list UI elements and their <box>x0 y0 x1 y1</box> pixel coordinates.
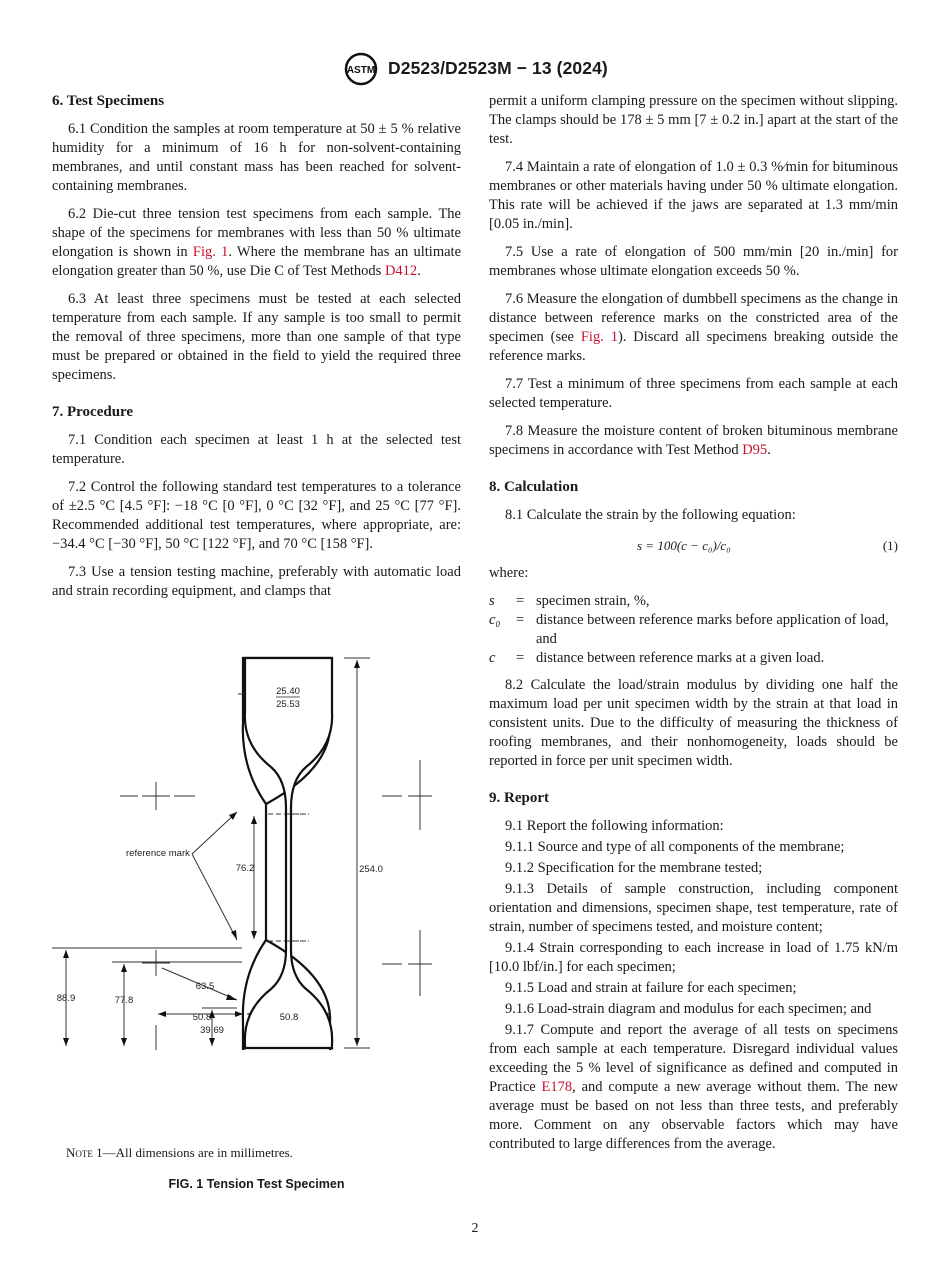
para-9-1-7: 9.1.7 Compute and report the average of all tests on specimens from each sample at each temperature. Disregard individual values exceeding the 5 % level of significance as defined and computed in Practice E178, and compute a new average without them. The new average must be based on not less than three tests, and preferably more. Comment on any observable factors which may have contributed to large differences from the average. <box>489 1022 898 1152</box>
dim-radius: 63.5 <box>195 981 215 992</box>
definition-item: s = specimen strain, %, <box>489 593 650 609</box>
document-id: D2523/D2523M − 13 (2024) <box>388 58 608 78</box>
definition-item: c₀ = distance between reference marks before application of load, and <box>489 612 889 647</box>
para-9-1-6: 9.1.6 Load-strain diagram and modulus for each specimen; and <box>505 1001 872 1017</box>
para-7-3-cont: permit a uniform clamping pressure on the specimen without slipping. The clamps should be 178 ± 5 mm [7 ± 0.2 in.] apart at the start of the test. <box>489 93 898 147</box>
figure-caption: FIG. 1 Tension Test Specimen <box>168 1177 345 1191</box>
astm-logo-icon <box>344 52 378 86</box>
para-9-1-4: 9.1.4 Strain corresponding to each increase in load of 1.75 kN/m [10.0 lbf/in.] for each specimen; <box>489 940 898 975</box>
equation-number: (1) <box>882 538 898 553</box>
para-8-2: 8.2 Calculate the load/strain modulus by dividing one half the maximum load per unit specimen width by the strain at that load in consistent units. Due to the difficulty of measuring the thickness of roofing membranes, and their nonhomogeneity, loads should be reported in force per unit specimen width. <box>489 677 898 769</box>
page-header <box>0 58 950 82</box>
dim-total-length: 254.0 <box>359 864 383 875</box>
para-6-1: 6.1 Condition the samples at room temperature at 50 ± 5 % relative humidity for a minimum of 16 h for non-solvent-containing membranes, and until constant mass has been reached for solvent-containing membranes. <box>52 121 461 194</box>
page-number: 2 <box>471 1221 479 1236</box>
para-6-3: 6.3 At least three specimens must be tested at each selected temperature from each sample. If any sample is too small to permit the removal of three specimens, more than one sample of that type must be prepared or obtained in the field to yield the required three specimens. <box>52 291 461 383</box>
para-7-2: 7.2 Control the following standard test temperatures to a tolerance of ±2.5 °C [4.5 °F]: −18 °C [0 °F], 0 °C [32 °F], and 25 °C [77 °F]. Recommended additional test temperatures, where appropriate, are: −34.4 °C [−30 °F], 50 °C [122 °F], and 70 °C [158 °F]. <box>52 479 461 552</box>
para-9-1: 9.1 Report the following information: <box>505 818 724 834</box>
left-column <box>52 92 461 610</box>
definition-list <box>489 592 898 668</box>
para-6-2: 6.2 Die-cut three tension test specimens from each sample. The shape of the specimens for membranes with less than 50 % ultimate elongation is shown in Fig. 1. Where the membrane has an ultimate elongation greater than 50 %, use Die C of Test Methods D412. <box>52 206 462 279</box>
link-fig-1-b[interactable]: Fig. 1 <box>580 329 618 345</box>
logo-text: ASTM <box>346 65 376 76</box>
section-6-title: 6. Test Specimens <box>52 93 165 109</box>
dim-77-8: 77.8 <box>114 995 134 1006</box>
para-7-7: 7.7 Test a minimum of three specimens from each sample at each selected temperature. <box>489 376 898 411</box>
link-fig-1[interactable]: Fig. 1 <box>192 244 229 260</box>
dumbbell-shape <box>245 658 332 1048</box>
para-7-4: 7.4 Maintain a rate of elongation of 1.0 ± 0.3 %⁄min for bituminous membranes or other materials having under 50 % ultimate elongation. This rate will be achieved if the jaws are separated at 1.3 mm/min [0.05 in./min]. <box>489 159 898 232</box>
para-9-1-1: 9.1.1 Source and type of all components of the membrane; <box>505 839 845 855</box>
para-7-5: 7.5 Use a rate of elongation of 500 mm/min [20 in./min] for membranes whose ultimate elongation exceeds 50 %. <box>489 244 898 279</box>
tension-specimen-figure <box>52 650 461 1050</box>
para-7-3-start: 7.3 Use a tension testing machine, preferably with automatic load and strain recording equipment, and clamps that <box>52 564 461 599</box>
definition-item: c = distance between reference marks at a given load. <box>489 650 825 666</box>
para-7-6: 7.6 Measure the elongation of dumbbell specimens as the change in distance between reference marks on the constricted area of the specimen (see Fig. 1). Discard all specimens breaking outside the reference marks. <box>489 291 898 364</box>
dim-width-top: 25.40 <box>276 686 300 697</box>
label-reference-mark: reference mark <box>126 848 190 859</box>
figure-note: Note 1—All dimensions are in millimetres. <box>66 1145 293 1160</box>
right-column <box>489 92 898 1163</box>
para-7-8: 7.8 Measure the moisture content of broken bituminous membrane specimens in accordance with Test Method D95. <box>489 423 898 458</box>
equation-row <box>489 534 898 556</box>
para-9-1-2: 9.1.2 Specification for the membrane tested; <box>505 860 763 876</box>
strain-equation: s = 100(c − c₀)/c₀ <box>637 538 731 553</box>
dim-half-right: 50.8 <box>279 1012 299 1023</box>
dim-39-69: 39.69 <box>200 1025 224 1036</box>
dim-88-9: 88.9 <box>56 993 76 1004</box>
link-d412[interactable]: D412 <box>384 263 418 279</box>
link-d95[interactable]: D95 <box>742 442 768 458</box>
section-7-title: 7. Procedure <box>52 404 134 420</box>
where-label: where: <box>489 565 529 581</box>
section-9-title: 9. Report <box>489 790 549 806</box>
dim-gauge-length: 76.2 <box>235 863 255 874</box>
link-e178[interactable]: E178 <box>541 1079 573 1095</box>
dim-width-bottom: 25.53 <box>276 699 300 710</box>
para-8-1: 8.1 Calculate the strain by the following equation: <box>505 507 796 523</box>
para-9-1-5: 9.1.5 Load and strain at failure for each specimen; <box>505 980 797 996</box>
para-7-1: 7.1 Condition each specimen at least 1 h at the selected test temperature. <box>52 432 461 467</box>
para-9-1-3: 9.1.3 Details of sample construction, including component orientation and dimensions, specimen shape, test temperature, rate of strain, number of specimens tested, and moisture content; <box>489 881 898 935</box>
section-8-title: 8. Calculation <box>489 479 579 495</box>
dim-half-left: 50.8 <box>192 1012 212 1023</box>
